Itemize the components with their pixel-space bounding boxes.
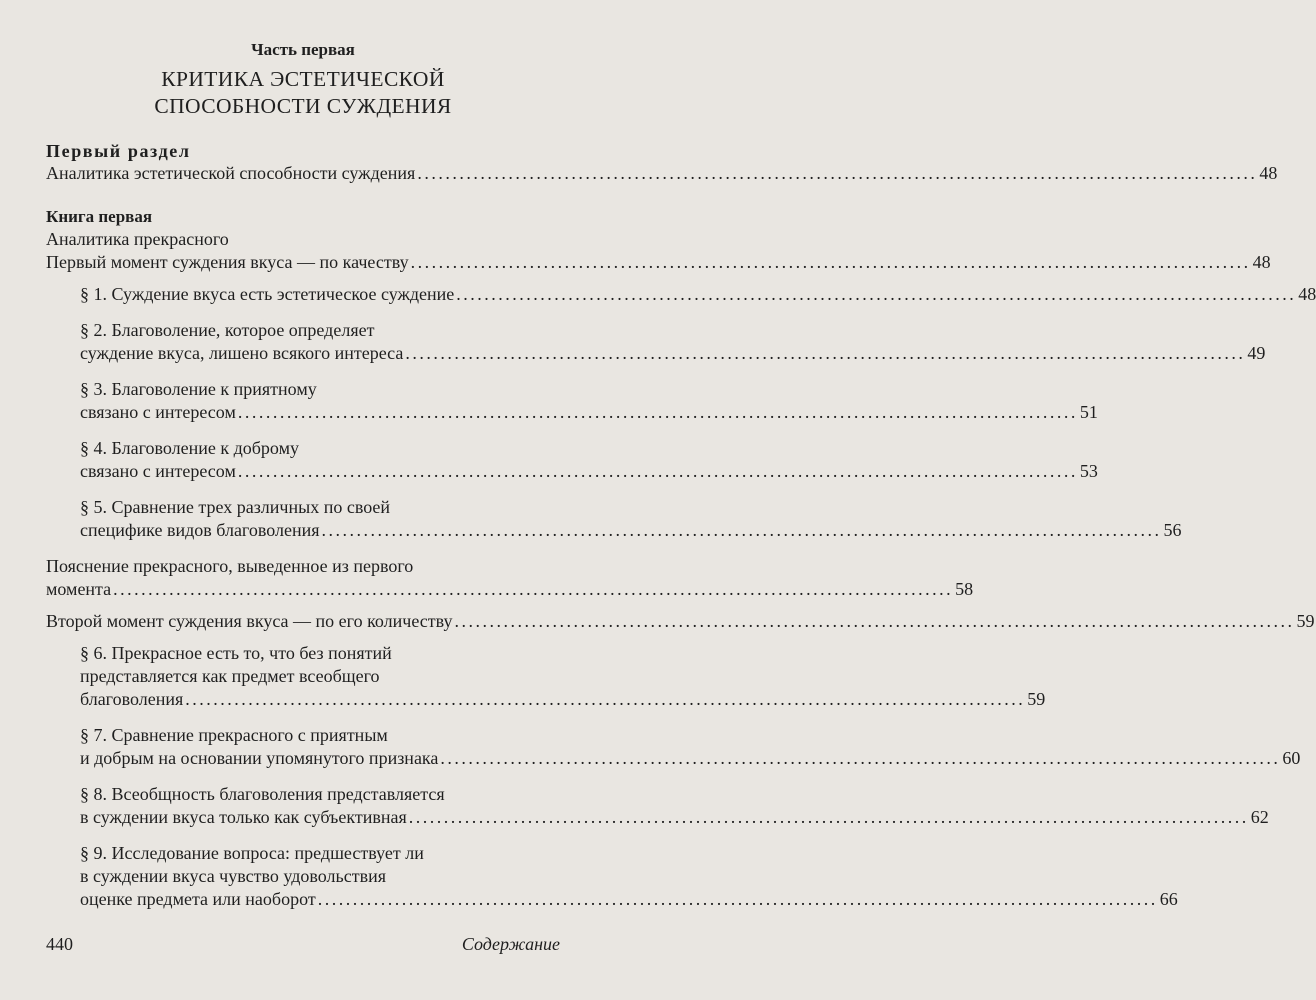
toc-entry-text: § 5. Сравнение трех различных по своей	[80, 497, 391, 517]
toc-entry-text: представляется как предмет всеобщего	[80, 666, 380, 686]
toc-entry	[46, 642, 1046, 711]
toc-page-number: 48	[1259, 163, 1278, 183]
toc-page-number: 48	[1298, 284, 1316, 304]
toc-entry	[46, 162, 1278, 185]
toc-entry-text: в суждении вкуса только как субъективная	[80, 807, 407, 827]
dot-leader: ........................................................................................................................	[405, 343, 1246, 363]
toc-entry-text: специфике видов благоволения	[80, 520, 320, 540]
toc-entry	[46, 496, 1182, 542]
toc-entry-text: § 1. Суждение вкуса есть эстетическое суждение	[80, 284, 455, 304]
dot-leader: ........................................................................................................................	[321, 520, 1162, 540]
book-page	[46, 36, 1316, 976]
toc-entry-text: § 6. Прекрасное есть то, что без понятий	[80, 643, 392, 663]
toc-entry-text: суждение вкуса, лишено всякого интереса	[80, 343, 404, 363]
toc-entry-text: § 7. Сравнение прекрасного с приятным	[80, 725, 388, 745]
dot-leader: ........................................................................................................................	[185, 689, 1026, 709]
toc-entry-text: § 2. Благоволение, которое определяет	[80, 320, 375, 340]
toc-entry-text: Пояснение прекрасного, выведенное из первого	[46, 556, 414, 576]
dot-leader: ........................................................................................................................	[237, 402, 1078, 422]
toc-entry-text: момента	[46, 579, 112, 599]
toc-entry	[46, 842, 1178, 911]
toc-entry-text: в суждении вкуса чувство удовольствия	[80, 866, 386, 886]
toc-page-number: 48	[1252, 252, 1271, 272]
page-footer	[46, 934, 560, 955]
toc-entry-text: оценке предмета или наоборот	[80, 889, 316, 909]
toc-entry	[46, 378, 1098, 424]
dot-leader: ........................................................................................................................	[113, 579, 954, 599]
section-heading: Первый раздел	[46, 141, 191, 161]
toc-entry-text: Аналитика эстетической способности суждения	[46, 163, 416, 183]
toc-entry	[46, 437, 1098, 483]
part-title	[46, 66, 560, 120]
toc-page-number: 59	[1027, 689, 1046, 709]
toc-entry	[46, 783, 1269, 829]
toc-entry-text: § 8. Всеобщность благоволения представляется	[80, 784, 445, 804]
toc-entry-text: § 9. Исследование вопроса: предшествует ли	[80, 843, 424, 863]
toc-page-number: 49	[1247, 343, 1266, 363]
part-title-line: КРИТИКА ЭСТЕТИЧЕСКОЙ	[161, 67, 445, 91]
toc-page-number: 66	[1159, 889, 1178, 909]
toc-page-number: 51	[1079, 402, 1098, 422]
dot-leader: ........................................................................................................................	[440, 748, 1281, 768]
toc-entry-text: благоволения	[80, 689, 184, 709]
toc-entry	[46, 610, 1315, 633]
toc-entry	[46, 555, 974, 601]
toc-entry	[46, 251, 1271, 274]
part-label: Часть первая	[251, 40, 355, 59]
dot-leader: ........................................................................................................................	[454, 611, 1295, 631]
dot-leader: ........................................................................................................................	[408, 807, 1249, 827]
book-subtitle: Аналитика прекрасного	[46, 229, 229, 249]
dot-leader: ........................................................................................................................	[410, 252, 1251, 272]
dot-leader: ........................................................................................................................	[317, 889, 1158, 909]
book-heading: Книга первая	[46, 207, 153, 226]
toc-entry	[46, 724, 1301, 770]
toc-page-number: 59	[1296, 611, 1315, 631]
toc-entry-text: связано с интересом	[80, 402, 236, 422]
toc-entry-text: Первый момент суждения вкуса — по качеству	[46, 252, 409, 272]
table-of-contents	[46, 162, 1316, 911]
running-title: Содержание	[461, 934, 560, 954]
toc-entry	[46, 319, 1266, 365]
toc-page-number: 53	[1079, 461, 1098, 481]
toc-entry-text: связано с интересом	[80, 461, 236, 481]
dot-leader: ........................................................................................................................	[417, 163, 1258, 183]
dot-leader: ........................................................................................................................	[237, 461, 1078, 481]
toc-page-number: 56	[1163, 520, 1182, 540]
dot-leader: ........................................................................................................................	[456, 284, 1297, 304]
toc-entry-text: Второй момент суждения вкуса — по его количеству	[46, 611, 453, 631]
toc-entry-text: и добрым на основании упомянутого признака	[80, 748, 439, 768]
toc-entry-text: § 3. Благоволение к приятному	[80, 379, 317, 399]
part-title-line: СПОСОБНОСТИ СУЖДЕНИЯ	[154, 94, 452, 118]
toc-entry	[46, 283, 1316, 306]
page-number: 440	[46, 934, 73, 954]
toc-page-number: 62	[1250, 807, 1269, 827]
toc-page-number: 60	[1282, 748, 1301, 768]
toc-page-number: 58	[955, 579, 974, 599]
toc-entry-text: § 4. Благоволение к доброму	[80, 438, 299, 458]
